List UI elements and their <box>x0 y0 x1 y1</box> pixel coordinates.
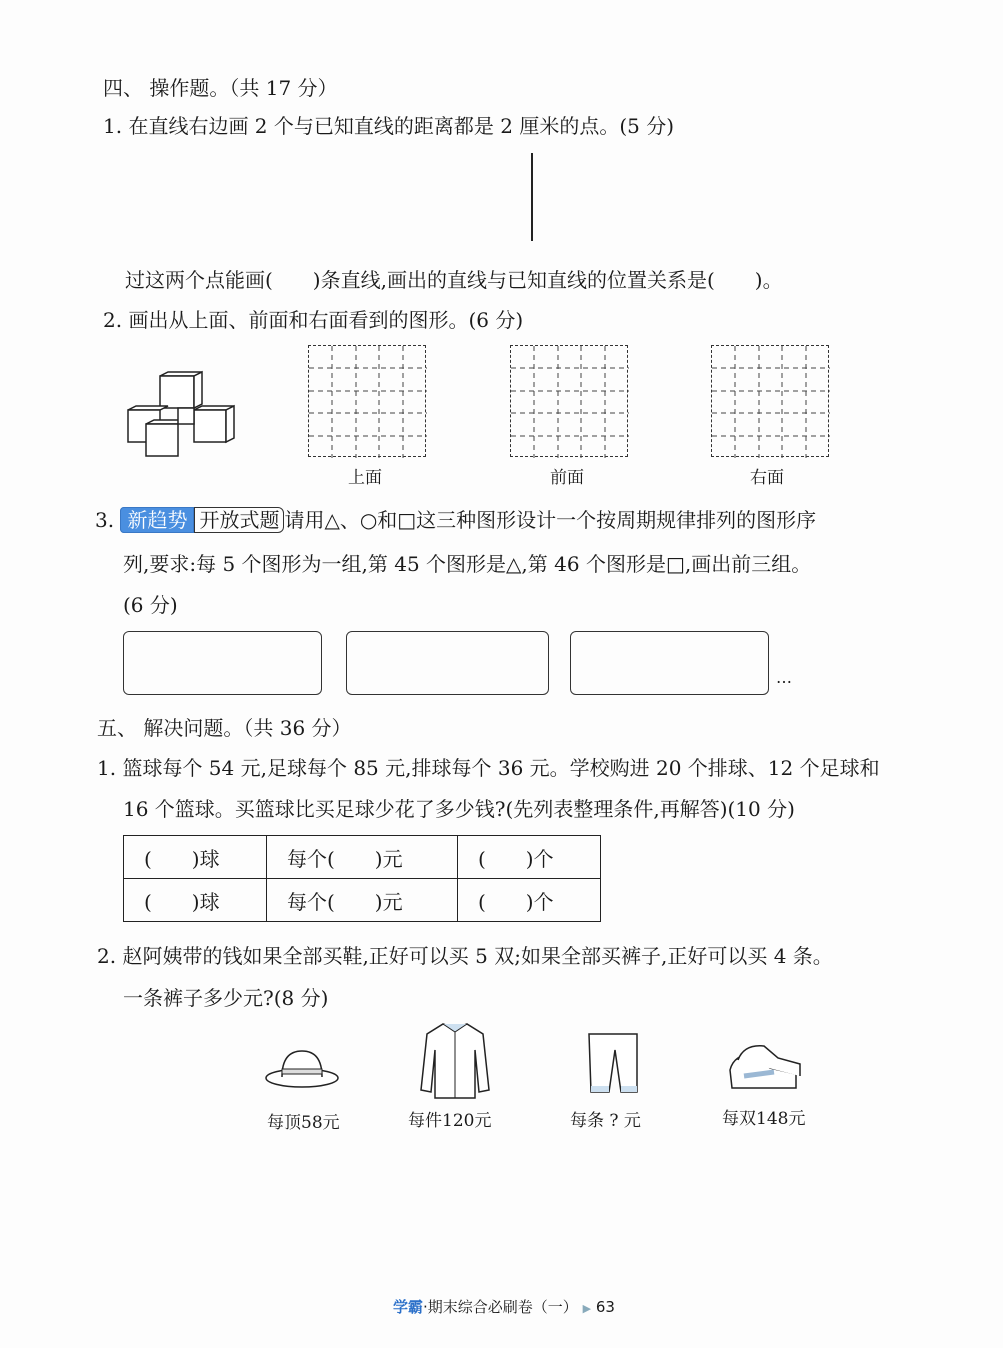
hat-caption: 每顶58元 <box>267 1113 340 1133</box>
q4-2-text: 2. 画出从上面、前面和右面看到的图形。(6 分) <box>103 308 524 332</box>
answer-box-3[interactable] <box>570 631 769 695</box>
table-cell[interactable]: ( )球 <box>124 879 267 922</box>
pants-caption: 每条 ? 元 <box>570 1111 641 1131</box>
grid-top-view[interactable] <box>308 345 426 457</box>
q-number: 3. <box>95 508 115 532</box>
q4-1-text: 1. 在直线右边画 2 个与已知直线的距离都是 2 厘米的点。(5 分) <box>103 114 675 138</box>
shoes-caption: 每双148元 <box>722 1109 806 1129</box>
q5-2-line1: 2. 赵阿姨带的钱如果全部买鞋,正好可以买 5 双;如果全部买裤子,正好可以买 4 条。 <box>97 944 833 968</box>
q4-1-fill: 过这两个点能画( )条直线,画出的直线与已知直线的位置关系是( )。 <box>125 268 783 292</box>
answer-box-2[interactable] <box>346 631 549 695</box>
shirt-caption: 每件120元 <box>408 1111 492 1131</box>
q4-3-line2: 列,要求:每 5 个图形为一组,第 45 个图形是△,第 46 个图形是□,画出前三组。 <box>123 552 812 576</box>
brand-logo: 学霸 <box>393 1298 424 1316</box>
shirt-icon <box>415 1020 495 1100</box>
q5-2-line2: 一条裤子多少元?(8 分) <box>123 986 329 1010</box>
footer-title: ·期末综合必刷卷（一） <box>423 1298 578 1316</box>
section-5-title: 五、 解决问题。（共 36 分） <box>97 716 352 740</box>
q-text: 请用△、○和□这三种图形设计一个按周期规律排列的图形序 <box>284 508 817 532</box>
grid-right-view[interactable] <box>711 345 829 457</box>
q5-1-line1: 1. 篮球每个 54 元,足球每个 85 元,排球每个 36 元。学校购进 20 个排球、12 个足球和 <box>97 756 880 780</box>
hat-icon <box>264 1045 344 1090</box>
grid-front-view[interactable] <box>510 345 628 457</box>
table-cell[interactable]: ( )个 <box>458 836 601 879</box>
table-cell[interactable]: ( )个 <box>458 879 601 922</box>
q5-1-line2: 16 个篮球。买篮球比买足球少花了多少钱?(先列表整理条件,再解答)(10 分) <box>123 797 795 821</box>
open-question-badge: 开放式题 <box>194 507 284 533</box>
answer-box-1[interactable] <box>123 631 322 695</box>
table-row <box>124 879 601 922</box>
footer <box>393 1296 615 1317</box>
section-4-title: 四、 操作题。（共 17 分） <box>103 76 338 100</box>
conditions-table <box>123 835 601 922</box>
page-number: 63 <box>595 1298 615 1316</box>
arrow-icon: ▶ <box>582 1302 592 1315</box>
label-front: 前面 <box>550 468 584 488</box>
cube-figure-icon <box>120 368 240 460</box>
table-cell[interactable]: 每个( )元 <box>267 879 458 922</box>
label-top: 上面 <box>348 468 382 488</box>
given-line <box>531 153 533 241</box>
pants-icon <box>583 1030 643 1100</box>
new-trend-badge: 新趋势 <box>120 507 194 533</box>
table-cell[interactable]: 每个( )元 <box>267 836 458 879</box>
shoes-icon <box>724 1040 804 1095</box>
ellipsis: … <box>776 668 792 687</box>
q4-3-line3: (6 分) <box>123 593 178 617</box>
table-row <box>124 836 601 879</box>
table-cell[interactable]: ( )球 <box>124 836 267 879</box>
label-right: 右面 <box>750 468 784 488</box>
q4-3-line1 <box>95 504 816 533</box>
